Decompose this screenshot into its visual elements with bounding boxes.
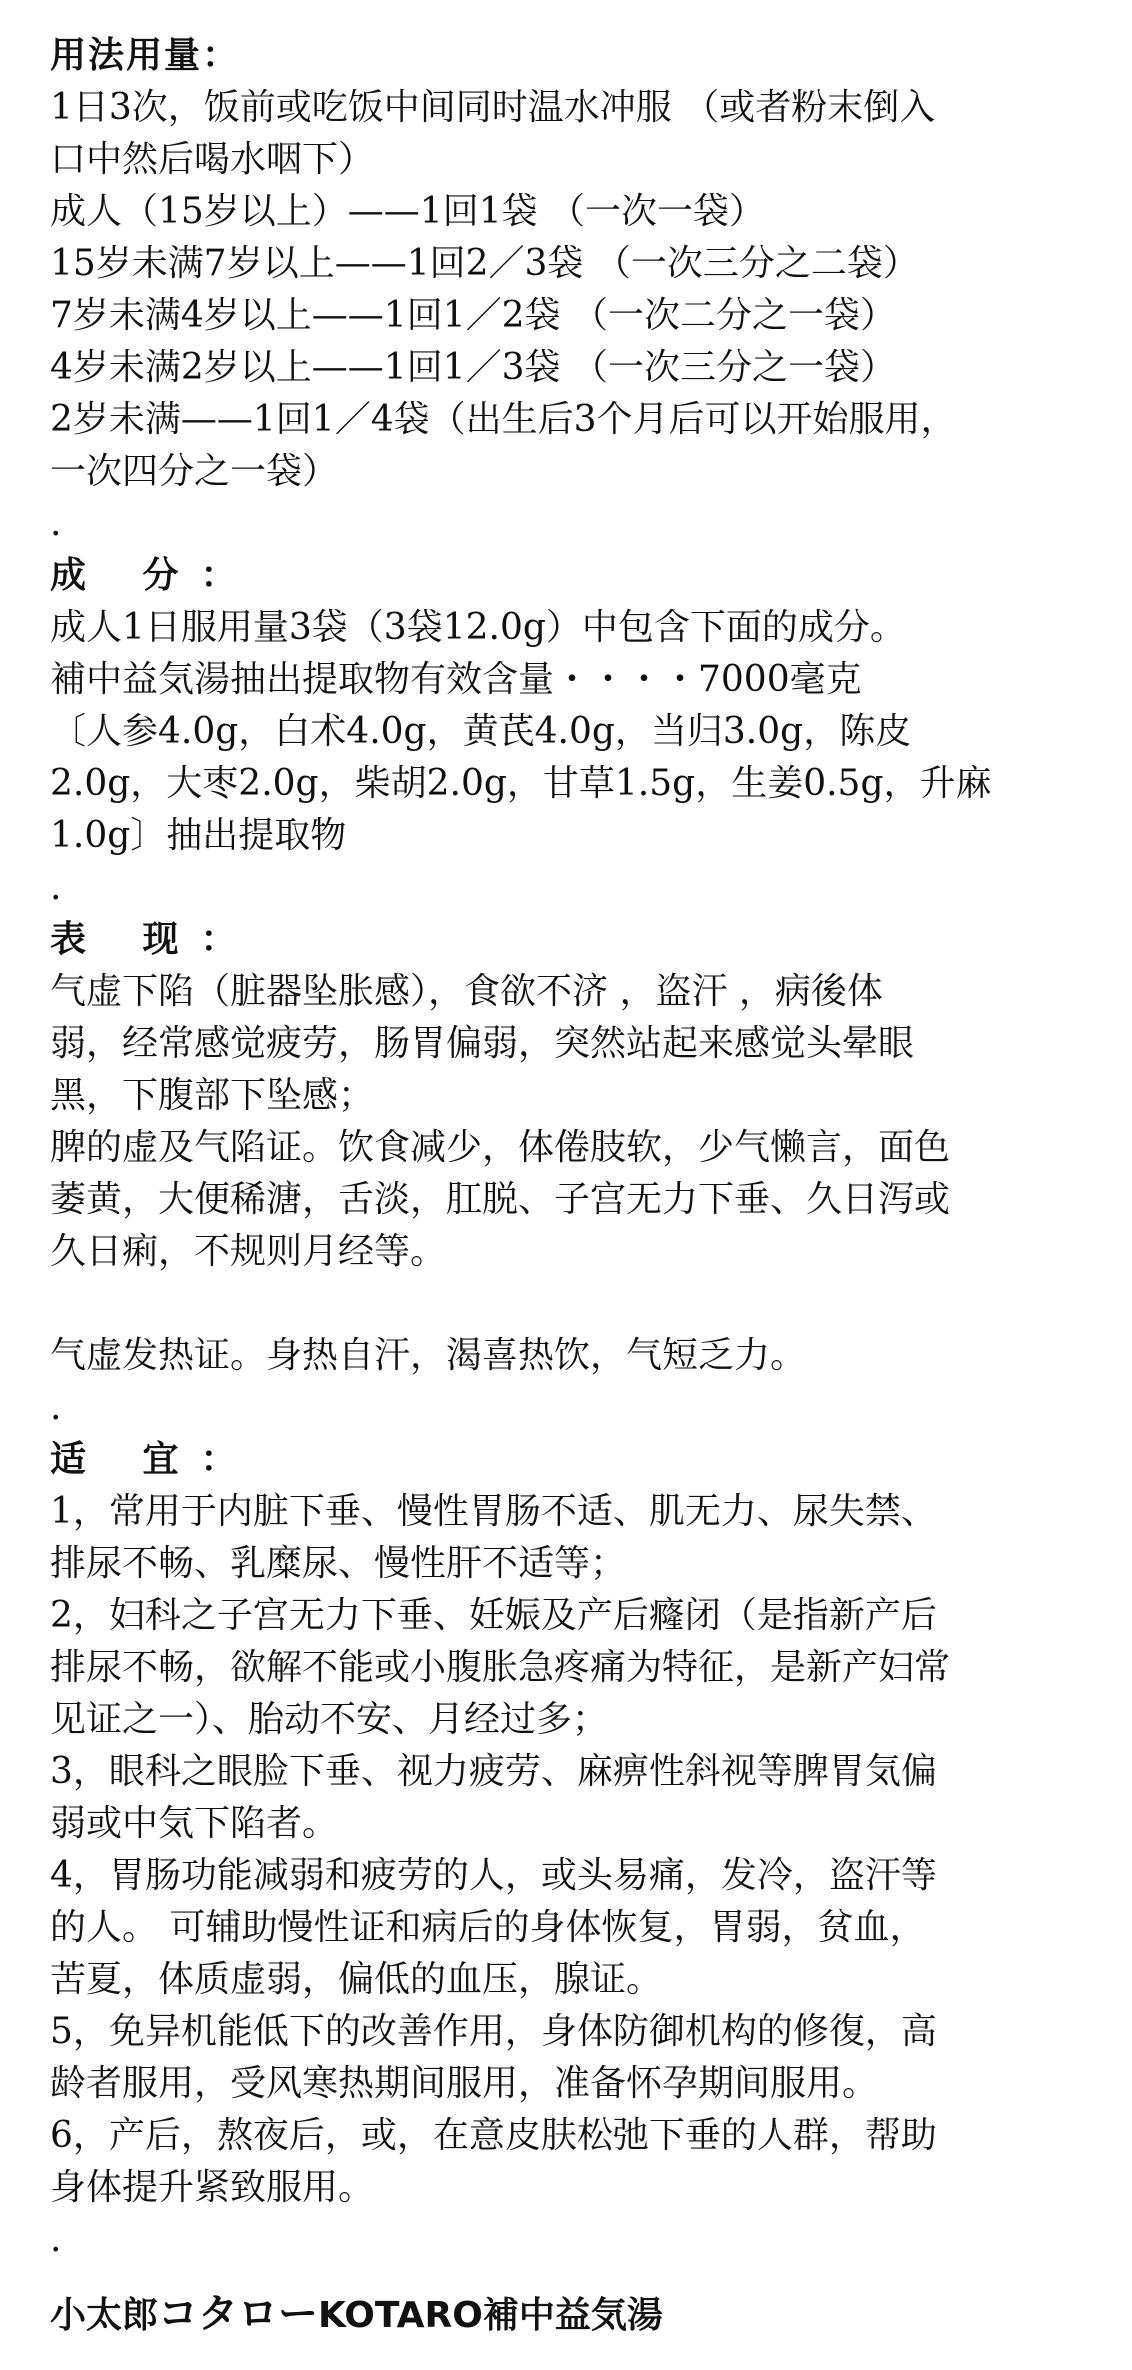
product-name-footer bbox=[50, 2288, 1090, 2340]
usage-section bbox=[50, 30, 1090, 550]
usage-line: 15岁未满7岁以上——1回2／3袋 （一次三分之二袋） bbox=[50, 243, 919, 284]
indications-line: 5，免异机能低下的改善作用，身体防御机构的修復，高 bbox=[50, 2011, 937, 2052]
ingredients-line: 成人1日服用量3袋（3袋12.0g）中包含下面的成分。 bbox=[50, 607, 906, 648]
product-document bbox=[50, 30, 1090, 2340]
indications-line: 见证之一）、胎动不安、月经过多； bbox=[50, 1699, 609, 1740]
indications-line: 排尿不畅，欲解不能或小腹胀急疼痛为特征，是新产妇常 bbox=[50, 1647, 951, 1688]
usage-line: 2岁未满——1回1／4袋（出生后3个月后可以开始服用， bbox=[50, 399, 957, 440]
usage-line: 一次四分之一袋） bbox=[50, 451, 339, 492]
section-separator: . bbox=[50, 503, 62, 544]
ingredients-line: 〔人参4.0g，白术4.0g，黄芪4.0g，当归3.0g，陈皮 bbox=[50, 711, 912, 752]
symptoms-line: 弱，经常感觉疲劳，肠胃偏弱，突然站起来感觉头晕眼 bbox=[50, 1023, 915, 1064]
section-separator: . bbox=[50, 867, 62, 908]
product-name: KOTARO補中益気湯 bbox=[318, 2295, 663, 2336]
symptoms-line: 脾的虚及气陷证。饮食减少，体倦肢软，少气懒言，面色 bbox=[50, 1127, 951, 1168]
indications-line: 1，常用于内脏下垂、慢性胃肠不适、肌无力、尿失禁、 bbox=[50, 1491, 937, 1532]
indications-line: 3，眼科之眼脸下垂、视力疲劳、麻痹性斜视等脾胃気偏 bbox=[50, 1751, 937, 1792]
indications-line: 2，妇科之子宫无力下垂、妊娠及产后癃闭（是指新产后 bbox=[50, 1595, 937, 1636]
indications-line: 6，产后，熬夜后，或，在意皮肤松弛下垂的人群，帮助 bbox=[50, 2115, 937, 2156]
ingredients-line: 2.0g，大枣2.0g，柴胡2.0g，甘草1.5g，生姜0.5g，升麻 bbox=[50, 763, 992, 804]
usage-heading: 用法用量： bbox=[50, 35, 241, 76]
indications-line: 苦夏，体质虚弱，偏低的血压，腺证。 bbox=[50, 1959, 663, 2000]
ingredients-heading: 成 分： bbox=[50, 555, 259, 596]
usage-line: 7岁未满4岁以上——1回1／2袋 （一次二分之一袋） bbox=[50, 295, 896, 336]
symptoms-line: 萎黄，大便稀溏，舌淡，肛脱、子宫无力下垂、久日泻或 bbox=[50, 1179, 951, 1220]
symptoms-section bbox=[50, 914, 1090, 1434]
indications-heading: 适 宜： bbox=[50, 1439, 259, 1480]
section-separator: . bbox=[50, 1387, 62, 1428]
blank-line bbox=[50, 1278, 1090, 1330]
section-separator: . bbox=[50, 2219, 62, 2260]
symptoms-extra-line: 气虚发热证。身热自汗，渴喜热饮，气短乏力。 bbox=[50, 1335, 807, 1376]
brand-prefix: 小太郎 bbox=[50, 2295, 159, 2336]
symptoms-line: 黑，下腹部下坠感； bbox=[50, 1075, 375, 1116]
usage-line: 成人（15岁以上）——1回1袋 （一次一袋） bbox=[50, 191, 766, 232]
usage-line: 口中然后喝水咽下） bbox=[50, 139, 375, 180]
indications-line: 弱或中気下陷者。 bbox=[50, 1803, 339, 1844]
indications-line: 身体提升紧致服用。 bbox=[50, 2167, 375, 2208]
symptoms-line: 久日痢，不规则月经等。 bbox=[50, 1231, 447, 1272]
symptoms-line: 气虚下陷（脏器坠胀感），食欲不济 ，盗汗 ，病後体 bbox=[50, 971, 883, 1012]
ingredients-line: 1.0g〕抽出提取物 bbox=[50, 815, 347, 856]
ingredients-line: 補中益気湯抽出提取物有效含量・・・・7000毫克 bbox=[50, 659, 862, 700]
brand-katakana: コタロー bbox=[158, 2291, 319, 2337]
indications-line: 排尿不畅、乳糜尿、慢性肝不适等； bbox=[50, 1543, 627, 1584]
indications-section bbox=[50, 1434, 1090, 2266]
usage-line: 1日3次，饭前或吃饭中间同时温水冲服 （或者粉末倒入 bbox=[50, 87, 936, 128]
symptoms-heading: 表 现： bbox=[50, 919, 259, 960]
indications-line: 4，胃肠功能减弱和疲劳的人，或头易痛，发冷，盗汗等 bbox=[50, 1855, 937, 1896]
indications-line: 的人。 可辅助慢性证和病后的身体恢复，胃弱，贫血， bbox=[50, 1907, 926, 1948]
indications-line: 龄者服用，受风寒热期间服用，准备怀孕期间服用。 bbox=[50, 2063, 879, 2104]
ingredients-section bbox=[50, 550, 1090, 914]
usage-line: 4岁未满2岁以上——1回1／3袋 （一次三分之一袋） bbox=[50, 347, 896, 388]
